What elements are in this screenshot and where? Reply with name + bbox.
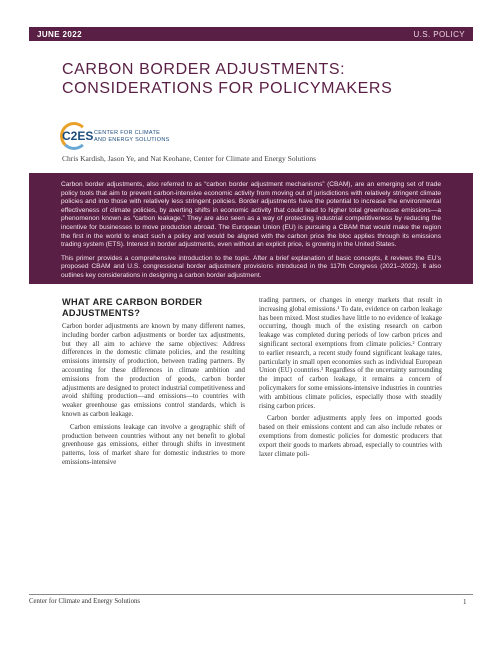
logo-wordmark (94, 130, 174, 144)
abstract-paragraph-1: Carbon border adjustments, also referred to as “carbon border adjustment mechanisms” (CBAM), are an emerging set of trade policy tools that aim to prevent carbon-intensive economic activity from moving out of jurisdictions with relatively stringent climate policies and into those with relatively less stringent policies. Border adjustments have the potential to increase the environmental effectiveness of climate policies, by averting shifts in economic activity that could lead to higher total greenhouse emissions—a phenomenon known as “carbon leakage.” They are also seen as a way of protecting industrial competitiveness by reducing the incentive for businesses to move production abroad. The European Union (EU) is pursuing a CBAM that would make the region the first in the world to enact such a policy and would be aligned with the carbon price the bloc applies through its emissions trading system (ETS). Interest in border adjustments, even without an explicit price, is growing in the United States. (61, 181, 441, 249)
right-column (259, 297, 442, 472)
logo-line-2: AND ENERGY SOLUTIONS (94, 137, 170, 143)
page-number: 1 (463, 598, 467, 606)
author-line: Chris Kardish, Jason Ye, and Nat Keohane, Center for Climate and Energy Solutions (62, 154, 316, 163)
publication-date: JUNE 2022 (37, 29, 82, 39)
body-paragraph: Carbon border adjustments are known by many different names, including border carbon adjustments or border tax adjustments, but they all aim to achieve the same objectives: Address differences in the domestic climate policies, and the resulting emissions intensity of production, between trading partners. By accounting for these differences in climate ambition and emissions from the production of goods, carbon border adjustments are designed to protect industrial competitiveness and avoid shifting production—and emissions—to countries with weaker greenhouse gas emissions control standards, which is known as carbon leakage. (62, 323, 245, 418)
title-line-2: CONSIDERATIONS FOR POLICYMAKERS (62, 80, 393, 97)
body-columns (62, 297, 442, 472)
section-heading (62, 297, 245, 319)
body-paragraph: Carbon border adjustments apply fees on imported goods based on their emissions content and can also include rebates or exemptions from domestic policies for domestic producers that export their goods to markets abroad, especially to countries with laxer climate poli- (259, 415, 442, 458)
section-heading-line-2: ADJUSTMENTS? (62, 308, 141, 318)
body-paragraph: Carbon emissions leakage can involve a geographic shift of production between countries without any net benefit to global greenhouse gas emissions, either through shifts in investment patterns, loss of market share for domestic industries to more emissions-intensive (62, 423, 245, 466)
header-bar (29, 27, 473, 41)
section-heading-line-1: WHAT ARE CARBON BORDER (62, 297, 203, 307)
footer-organization: Center for Climate and Energy Solutions (29, 598, 141, 605)
c2es-logo (60, 122, 174, 152)
left-column (62, 297, 245, 472)
page-title (62, 60, 442, 98)
logo-mark-text: C2ES (62, 129, 94, 143)
abstract-paragraph-2: This primer provides a comprehensive introduction to the topic. After a brief explanation of basic concepts, it reviews the EU’s proposed CBAM and U.S. congressional border adjustment provisions introduced in the 117th Congress (2021–2022). It also outlines key considerations in designing a carbon border adjustment. (61, 254, 441, 279)
footer-divider (29, 594, 473, 595)
abstract-box (29, 173, 473, 284)
title-line-1: CARBON BORDER ADJUSTMENTS: (62, 61, 346, 78)
c2es-logo-icon (60, 122, 94, 152)
body-paragraph: trading partners, or changes in energy markets that result in increasing global emissions.¹ To date, evidence on carbon leakage has been mixed. Most studies have little to no evidence of leakage occurring, though much of the existing research on carbon leakage was completed during periods of low carbon prices and significant sectoral exemptions from climate policies.² Contrary to earlier research, a recent study found significant leakage rates, particularly in small open economies such as individual European Union (EU) countries.³ Regardless of the uncertainty surrounding the impact of carbon leakage, it remains a concern of policymakers for some emissions-intensive industries in countries with ambitious climate policies, especially those with steadily rising carbon prices. (259, 297, 442, 410)
logo-line-1: CENTER FOR CLIMATE (94, 130, 161, 136)
policy-section-label: U.S. POLICY (413, 29, 465, 39)
